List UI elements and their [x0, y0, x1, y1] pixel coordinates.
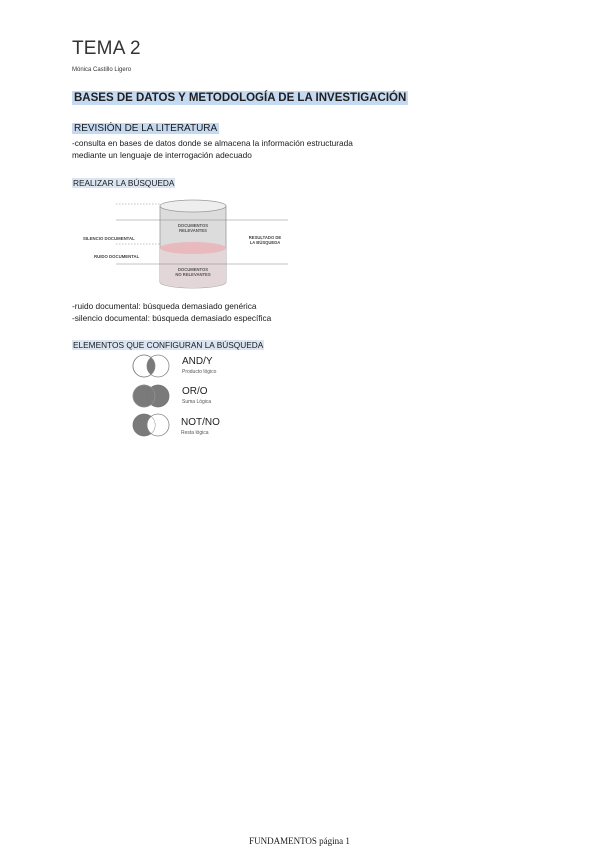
operator-or-label: OR/O	[182, 386, 208, 397]
operator-and-sub: Producto lógico	[182, 369, 217, 375]
label-norelevantes-1: DOCUMENTOS	[177, 267, 209, 272]
cylinder-top	[160, 200, 226, 212]
section-heading-literatura: REVISIÓN DE LA LITERATURA	[74, 123, 218, 134]
section-heading-busqueda	[72, 178, 175, 188]
venn-not-icon	[129, 412, 173, 438]
page-footer: FUNDAMENTOS página 1	[249, 836, 350, 846]
label-ruido: RUIDO DOCUMENTAL	[94, 254, 140, 259]
operator-not-label: NOT/NO	[181, 417, 220, 428]
operator-and-label: AND/Y	[182, 356, 213, 367]
literatura-line-1: -consulta en bases de datos donde se almacena la información estructurada	[72, 138, 353, 148]
note-ruido: -ruido documental: búsqueda demasiado genérica	[72, 301, 257, 311]
section-heading-busqueda-text: REALIZAR LA BÚSQUEDA	[73, 178, 175, 188]
label-relevantes-1: DOCUMENTOS	[177, 223, 209, 228]
page-title: TEMA 2	[72, 38, 141, 59]
section-heading-elementos	[72, 340, 264, 350]
venn-and-icon	[129, 353, 173, 379]
search-results-diagram	[80, 192, 300, 300]
label-relevantes-2: RELEVANTES	[179, 228, 207, 233]
main-heading: BASES DE DATOS Y METODOLOGÍA DE LA INVESTIGACIÓN	[74, 92, 407, 104]
label-resultado-1: RESULTADO DE	[248, 235, 282, 240]
result-band	[160, 242, 226, 254]
note-silencio: -silencio documental: búsqueda demasiado específica	[72, 313, 272, 323]
author-name: Mónica Castillo Ligero	[72, 67, 132, 73]
section-heading-elementos-text: ELEMENTOS QUE CONFIGURAN LA BÚSQUEDA	[73, 340, 264, 350]
operator-not-sub: Resta lógica	[181, 430, 209, 436]
label-norelevantes-2: NO RELEVANTES	[175, 272, 211, 277]
label-resultado-2: LA BÚSQUEDA	[249, 240, 281, 245]
literatura-line-2: mediante un lenguaje de interrogación adecuado	[72, 150, 252, 160]
operator-or-sub: Suma Lógica	[182, 399, 212, 405]
venn-or-icon	[129, 383, 173, 409]
label-silencio: SILENCIO DOCUMENTAL	[83, 236, 135, 241]
